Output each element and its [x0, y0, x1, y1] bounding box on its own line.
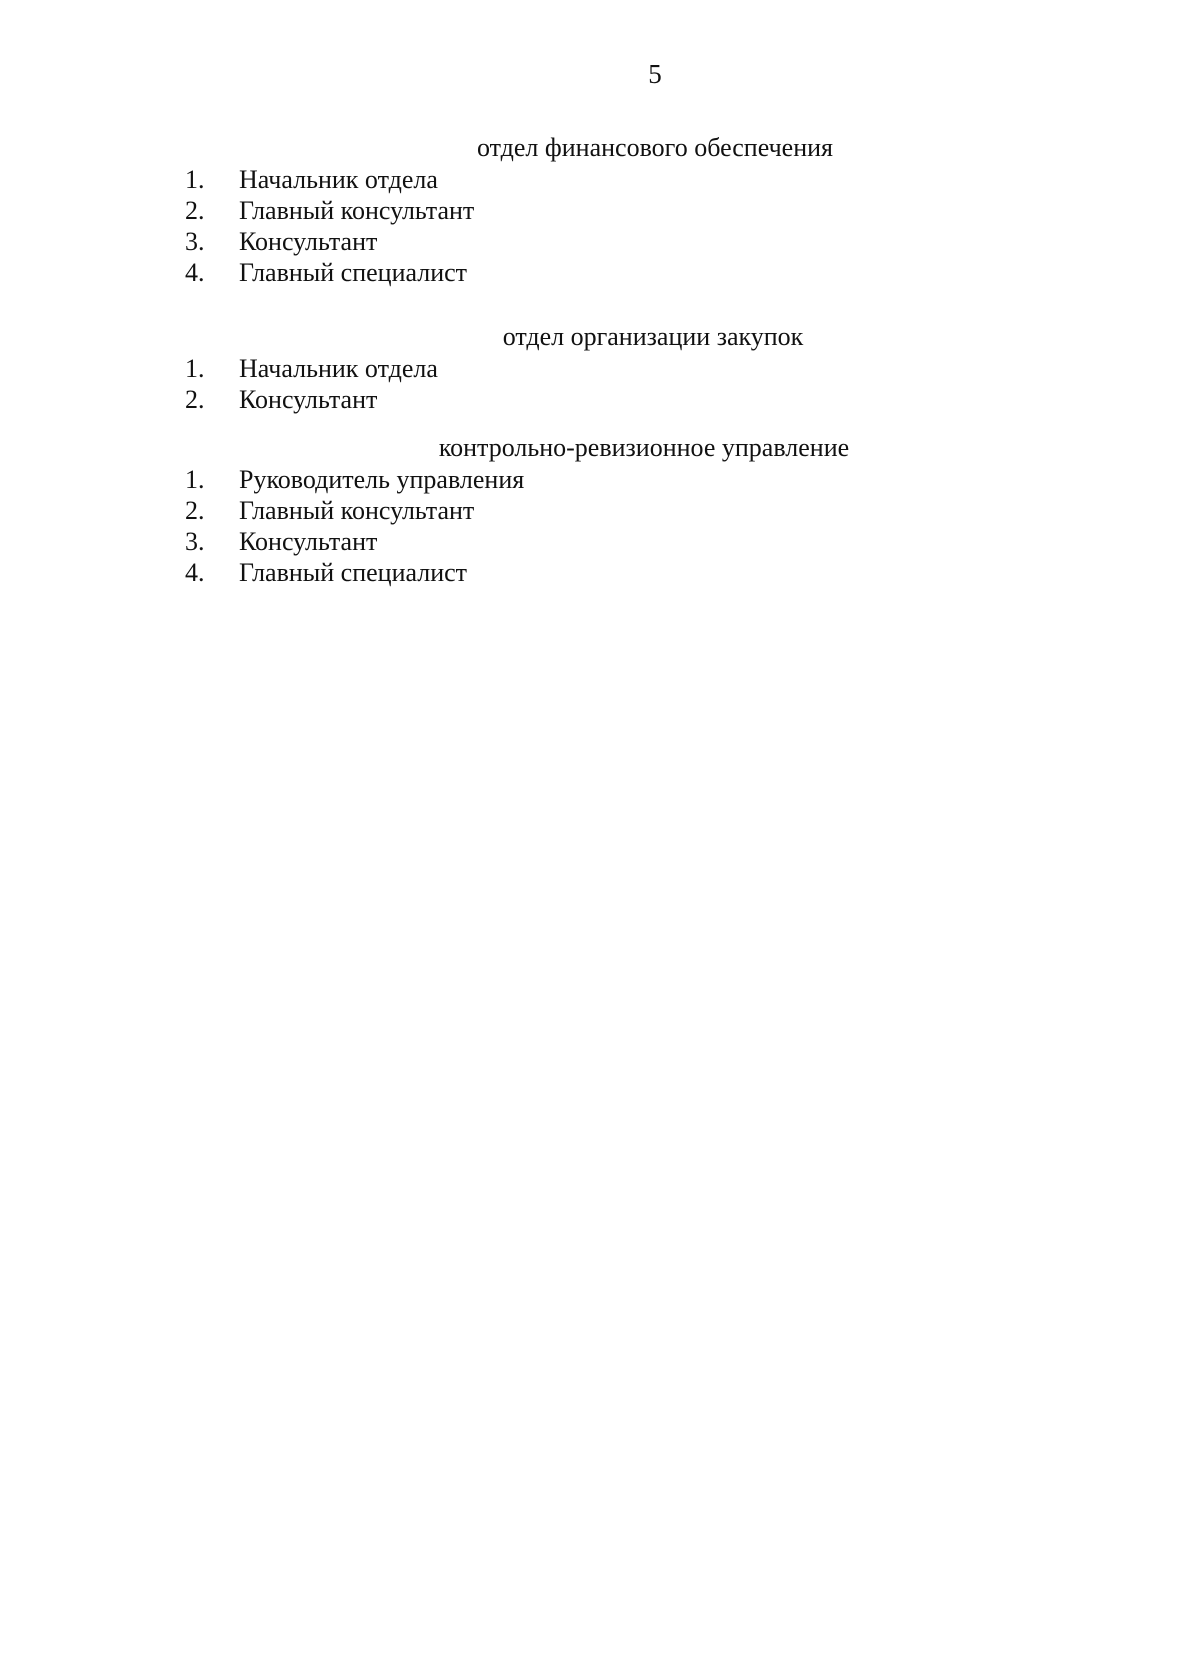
item-text: Консультант: [239, 385, 378, 414]
item-text: Руководитель управления: [239, 465, 525, 494]
position-list: [0, 464, 1200, 588]
list-item: [0, 557, 1200, 588]
list-item: [0, 195, 1200, 226]
list-item: [0, 353, 1200, 384]
section-title: отдел финансового обеспечения: [476, 133, 834, 162]
item-number: 3.: [185, 527, 205, 556]
section-audit-department: [0, 433, 1200, 588]
item-text: Консультант: [239, 227, 378, 256]
item-text: Начальник отдела: [239, 165, 438, 194]
item-number: 3.: [185, 227, 205, 256]
item-number: 2.: [185, 385, 205, 414]
item-text: Начальник отдела: [239, 354, 438, 383]
item-number: 2.: [185, 496, 205, 525]
item-number: 4.: [185, 558, 205, 587]
item-text: Консультант: [239, 527, 378, 556]
item-text: Главный специалист: [239, 558, 468, 587]
item-number: 1.: [185, 354, 205, 383]
list-item: [0, 464, 1200, 495]
item-number: 1.: [185, 465, 205, 494]
section-financial-support: [0, 133, 1200, 288]
item-text: Главный консультант: [239, 196, 475, 225]
section-procurement: [0, 322, 1200, 415]
list-item: [0, 257, 1200, 288]
section-title: отдел организации закупок: [502, 322, 804, 351]
section-title: контрольно-ревизионное управление: [438, 433, 850, 462]
list-item: [0, 526, 1200, 557]
list-item: [0, 384, 1200, 415]
item-number: 4.: [185, 258, 205, 287]
page-number: 5: [648, 59, 662, 89]
item-number: 1.: [185, 165, 205, 194]
position-list: [0, 353, 1200, 415]
list-item: [0, 226, 1200, 257]
item-number: 2.: [185, 196, 205, 225]
position-list: [0, 164, 1200, 288]
list-item: [0, 495, 1200, 526]
item-text: Главный специалист: [239, 258, 468, 287]
list-item: [0, 164, 1200, 195]
item-text: Главный консультант: [239, 496, 475, 525]
